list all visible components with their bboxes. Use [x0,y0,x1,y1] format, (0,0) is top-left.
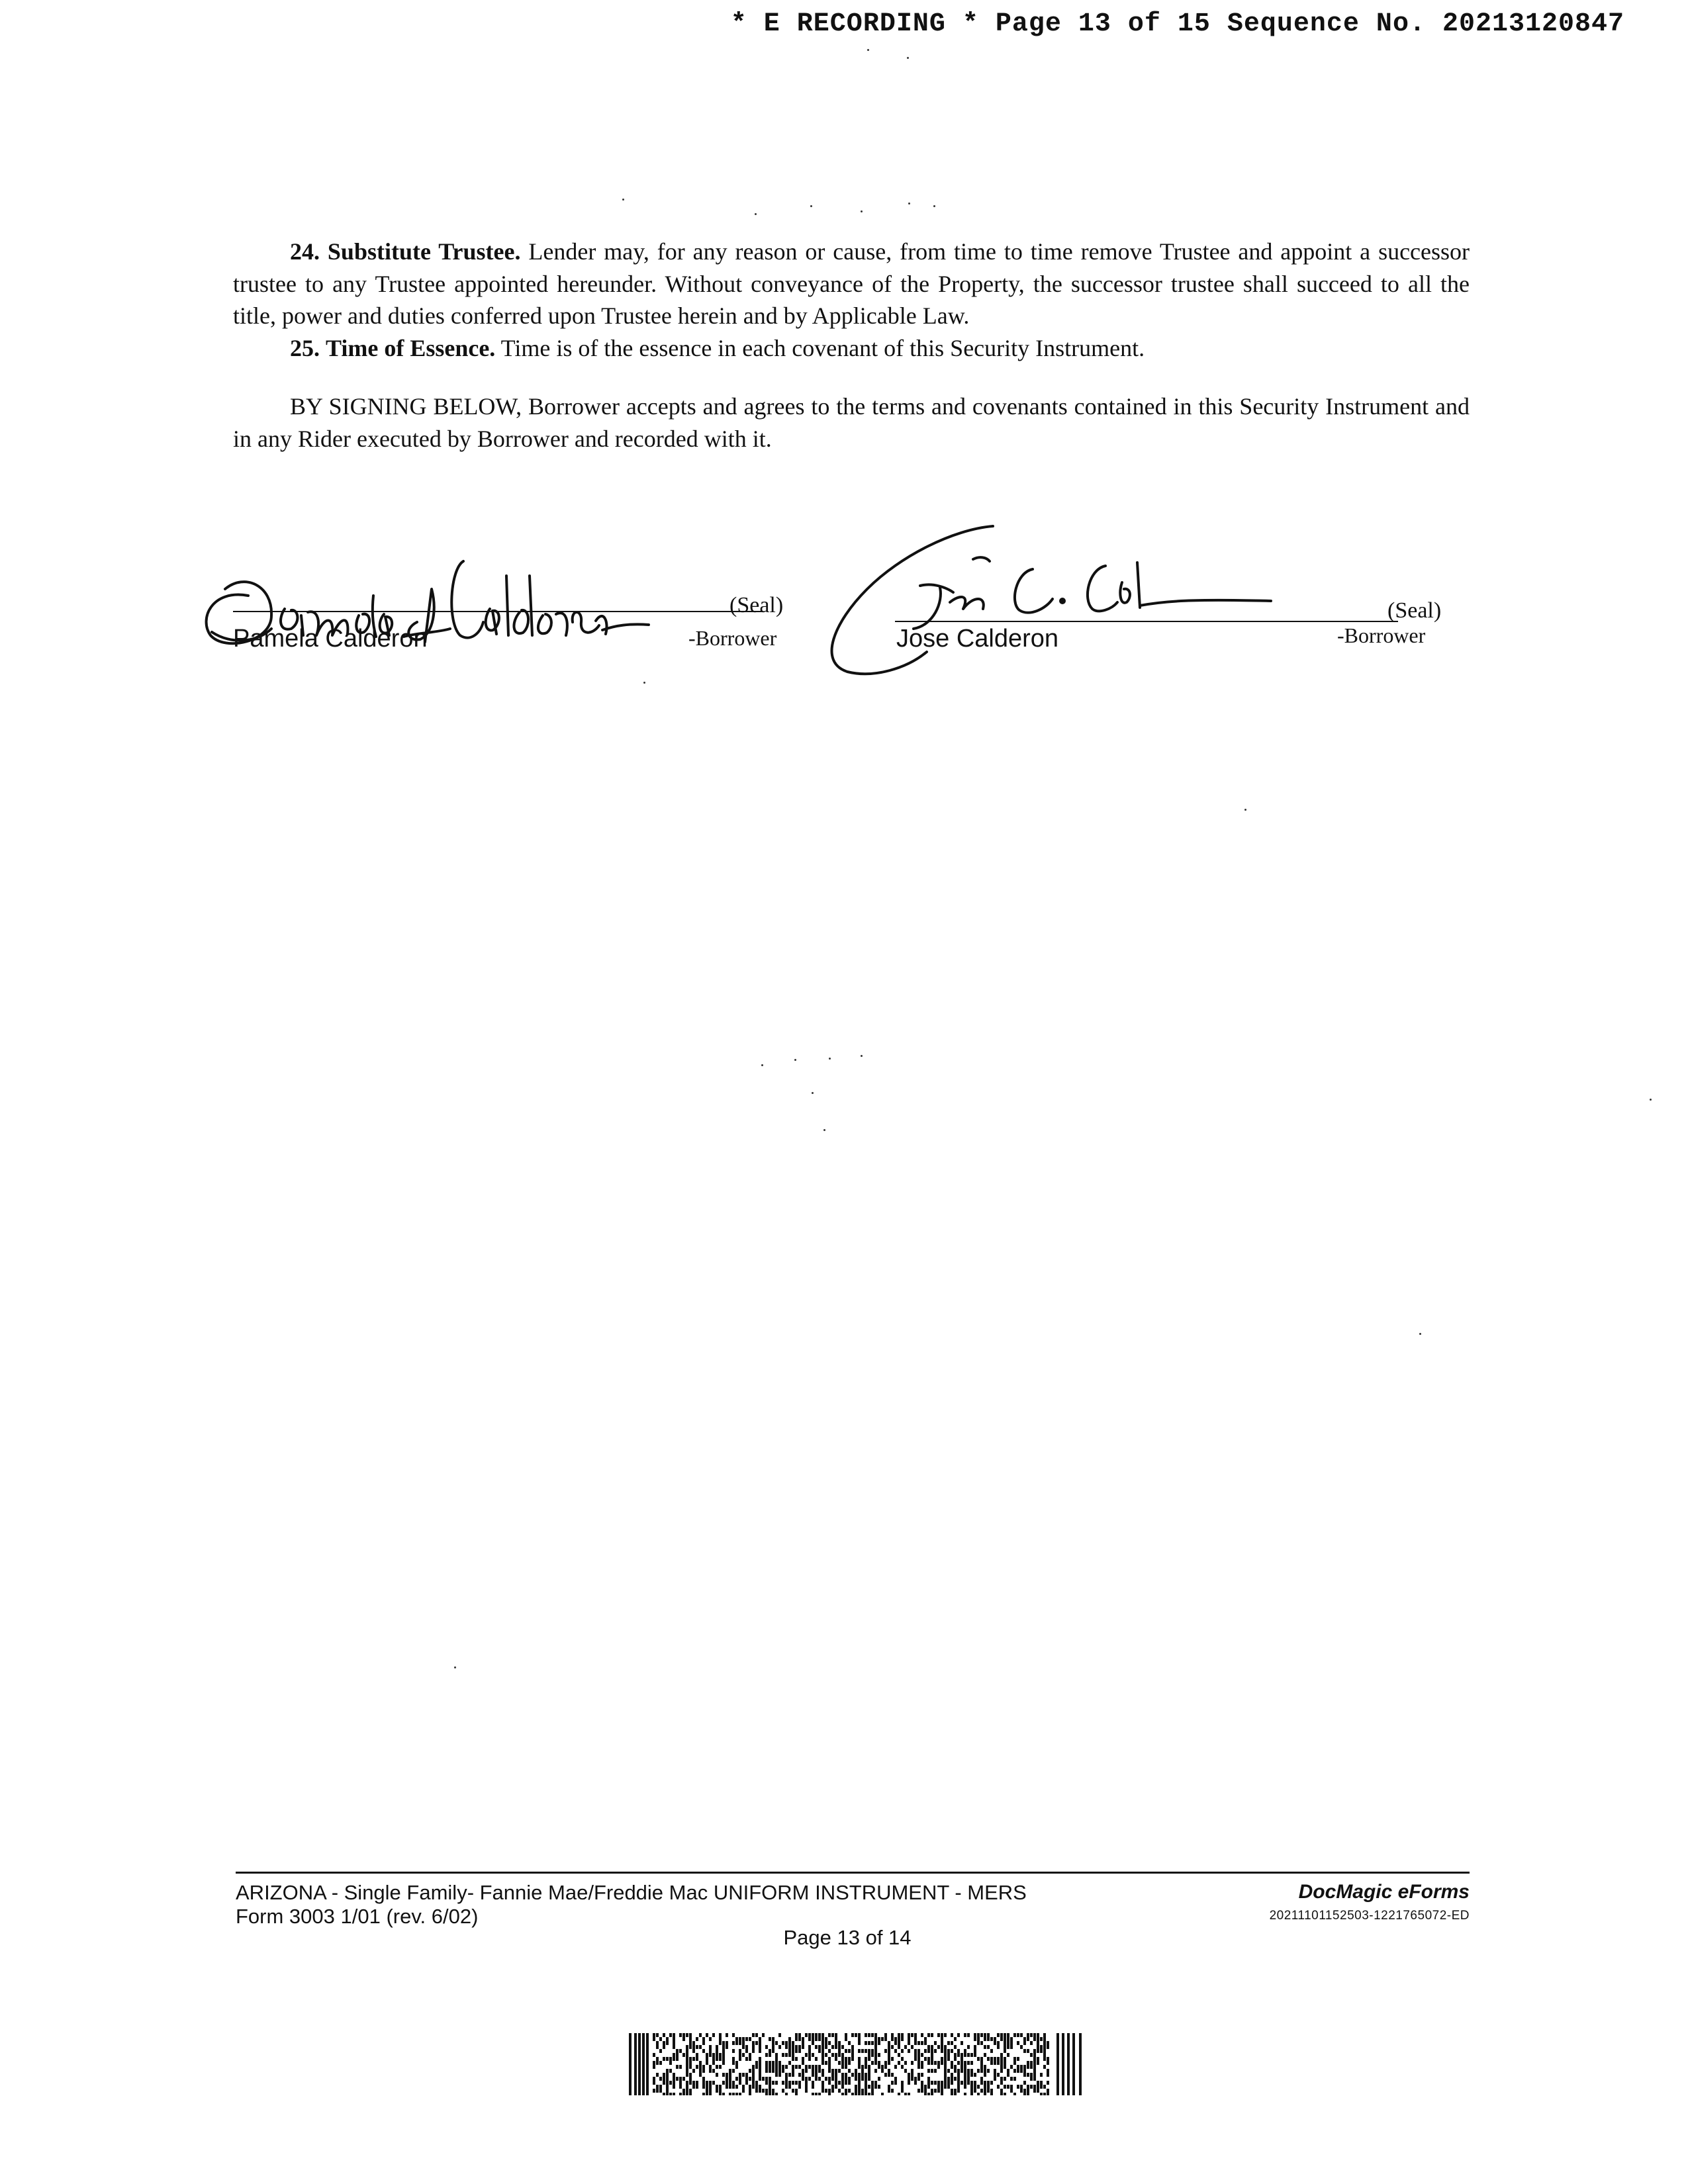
scan-speck [454,1666,456,1668]
signature-line [895,621,1398,622]
scan-speck [867,49,869,51]
seal-label: (Seal) [1387,598,1442,623]
signature-line [233,611,763,612]
docmagic-branding [1270,1881,1470,1923]
clause-24 [233,236,1470,332]
scan-speck [933,205,935,207]
clause-number: 25. [290,334,320,361]
recording-stamp: * E RECORDING * Page 13 of 15 Sequence No. 20213120847 [730,9,1624,39]
clause-25 [233,332,1470,365]
scan-speck [829,1058,831,1060]
scan-speck [810,205,812,207]
clause-title: Substitute Trustee. [327,238,521,265]
scan-speck [861,1055,863,1057]
scan-speck [761,1064,763,1066]
signing-statement: BY SIGNING BELOW, Borrower accepts and agrees to the terms and covenants contained in this Security Instrument and in any Rider executed by Borrower and recorded with it. [233,393,1470,452]
scan-speck [908,203,910,205]
page-number: Page 13 of 14 [783,1926,912,1949]
scan-speck [1419,1333,1421,1335]
scan-speck [794,1059,796,1061]
document-barcode [629,2033,1083,2095]
signer-role: -Borrower [1337,623,1426,647]
covenants-section [233,236,1470,364]
clause-number: 24. [290,238,320,265]
seal-label: (Seal) [729,593,784,617]
clause-title: Time of Essence. [326,334,496,361]
scan-speck [1650,1099,1652,1101]
signer-role: -Borrower [688,626,777,650]
footer-divider [236,1872,1470,1874]
scan-speck [812,1092,814,1094]
document-id: 20211101152503-1221765072-ED [1269,1909,1470,1923]
clause-text: Lender may, for any reason or cause, from time to time remove Trustee and appoint a successor trustee to any Trustee appointed hereunder. Without conveyance of the Property, the successor trustee shall succeed to all the title, power and duties conferred upon Trustee herein and by Applicable Law. [233,238,1470,329]
scan-speck [861,210,863,212]
scan-speck [1244,809,1246,811]
signer-name: Pamela Calderon [233,625,428,653]
scan-speck [643,682,645,684]
scan-speck [907,57,909,59]
clause-text: Time is of the essence in each covenant of this Security Instrument. [500,334,1145,361]
form-number: Form 3003 1/01 (rev. 6/02) [236,1905,479,1928]
form-info [236,1881,1027,1929]
signer-name: Jose Calderon [896,625,1059,653]
scan-speck [622,199,624,201]
form-title: ARIZONA - Single Family- Fannie Mae/Freddie Mac UNIFORM INSTRUMENT - MERS [236,1881,1027,1904]
scan-speck [755,213,757,215]
scan-speck [823,1129,825,1131]
handwritten-signature-jose [821,510,1284,682]
docmagic-logo: DocMagic eForms [1298,1881,1470,1903]
